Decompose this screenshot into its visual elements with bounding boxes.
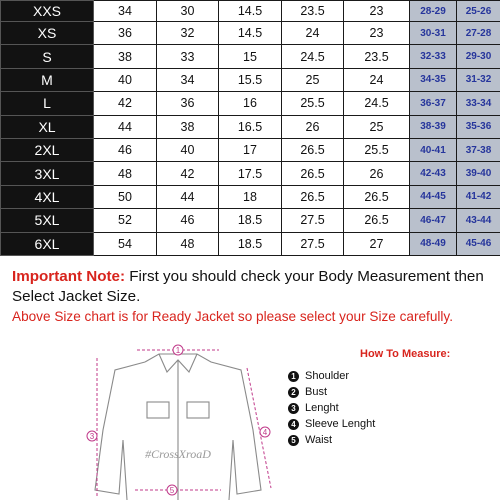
range-cell: 27-28 <box>457 22 500 45</box>
measurement-cell: 52 <box>94 209 157 232</box>
number-badge-icon: 1 <box>288 371 299 382</box>
measurement-cell: 14.5 <box>219 1 282 22</box>
list-item <box>288 384 375 400</box>
measurement-cell: 50 <box>94 185 157 208</box>
range-cell: 31-32 <box>457 68 500 91</box>
table-row <box>1 185 500 208</box>
marker-5: 5 <box>169 486 175 495</box>
measure-label: Waist <box>305 434 333 446</box>
table-row <box>1 232 500 255</box>
measurement-cell: 16 <box>219 92 282 115</box>
important-note-label: Important Note: <box>12 268 126 285</box>
jacket-outline-left <box>95 362 145 500</box>
jacket-outline-right <box>145 354 261 500</box>
size-label-cell: 2XL <box>1 138 94 161</box>
measure-label: Bust <box>305 386 328 398</box>
size-label-cell: XS <box>1 22 94 45</box>
measurement-cell: 14.5 <box>219 22 282 45</box>
measurement-cell: 24.5 <box>282 45 344 68</box>
range-cell: 45-46 <box>457 232 500 255</box>
range-cell: 39-40 <box>457 162 500 185</box>
size-label-cell: 4XL <box>1 185 94 208</box>
table-row <box>1 68 500 91</box>
measurement-cell: 26 <box>282 115 344 138</box>
number-badge-icon: 2 <box>288 387 299 398</box>
right-chest-pocket <box>187 402 209 418</box>
range-cell: 37-38 <box>457 138 500 161</box>
size-label-cell: M <box>1 68 94 91</box>
table-row <box>1 115 500 138</box>
range-cell: 28-29 <box>410 1 457 22</box>
measurement-cell: 23 <box>344 1 410 22</box>
size-label-cell: 5XL <box>1 209 94 232</box>
measurement-cell: 36 <box>94 22 157 45</box>
measurement-cell: 54 <box>94 232 157 255</box>
measurement-cell: 15 <box>219 45 282 68</box>
range-cell: 35-36 <box>457 115 500 138</box>
measurement-cell: 18 <box>219 185 282 208</box>
measure-label: Sleeve Lenght <box>305 418 376 430</box>
size-label-cell: XL <box>1 115 94 138</box>
measurement-cell: 25.5 <box>282 92 344 115</box>
measurement-cell: 40 <box>157 138 219 161</box>
range-cell: 30-31 <box>410 22 457 45</box>
measurement-cell: 46 <box>157 209 219 232</box>
marker-4: 4 <box>262 428 268 437</box>
range-cell: 32-33 <box>410 45 457 68</box>
measurement-cell: 24 <box>344 68 410 91</box>
list-item <box>288 400 375 416</box>
number-badge-icon: 5 <box>288 435 299 446</box>
range-cell: 34-35 <box>410 68 457 91</box>
measurement-cell: 42 <box>94 92 157 115</box>
size-label-cell: L <box>1 92 94 115</box>
range-cell: 48-49 <box>410 232 457 255</box>
left-chest-pocket <box>147 402 169 418</box>
watermark: #CrossXroaD <box>145 447 211 461</box>
measurement-cell: 26.5 <box>282 162 344 185</box>
range-cell: 29-30 <box>457 45 500 68</box>
measurement-cell: 24.5 <box>344 92 410 115</box>
measure-label: Shoulder <box>305 370 350 382</box>
measurement-cell: 40 <box>94 68 157 91</box>
table-row <box>1 92 500 115</box>
measurement-cell: 23 <box>344 22 410 45</box>
measurement-cell: 42 <box>157 162 219 185</box>
measurement-cell: 17 <box>219 138 282 161</box>
measurement-cell: 25 <box>282 68 344 91</box>
table-row <box>1 162 500 185</box>
measurement-cell: 25 <box>344 115 410 138</box>
measurement-cell: 16.5 <box>219 115 282 138</box>
measurement-cell: 27.5 <box>282 209 344 232</box>
range-cell: 25-26 <box>457 1 500 22</box>
size-label-cell: XXS <box>1 1 94 22</box>
marker-3: 3 <box>89 432 95 441</box>
measurement-cell: 27.5 <box>282 232 344 255</box>
measurement-cell: 33 <box>157 45 219 68</box>
measurement-cell: 17.5 <box>219 162 282 185</box>
measurement-cell: 44 <box>94 115 157 138</box>
measure-label: Lenght <box>305 402 339 414</box>
measurement-cell: 18.5 <box>219 209 282 232</box>
table-row <box>1 138 500 161</box>
measurement-cell: 26 <box>344 162 410 185</box>
measurement-cell: 26.5 <box>344 209 410 232</box>
size-label-cell: 3XL <box>1 162 94 185</box>
measurement-cell: 27 <box>344 232 410 255</box>
measurement-cell: 25.5 <box>344 138 410 161</box>
range-cell: 41-42 <box>457 185 500 208</box>
table-row <box>1 1 500 22</box>
measurement-cell: 26.5 <box>282 138 344 161</box>
range-cell: 46-47 <box>410 209 457 232</box>
measurement-cell: 32 <box>157 22 219 45</box>
list-item <box>288 368 375 384</box>
size-label-cell: S <box>1 45 94 68</box>
measurement-cell: 38 <box>157 115 219 138</box>
measurement-cell: 36 <box>157 92 219 115</box>
list-item <box>288 432 375 448</box>
measurement-cell: 23.5 <box>344 45 410 68</box>
range-cell: 33-34 <box>457 92 500 115</box>
measurement-cell: 44 <box>157 185 219 208</box>
measurement-cell: 18.5 <box>219 232 282 255</box>
range-cell: 44-45 <box>410 185 457 208</box>
range-cell: 40-41 <box>410 138 457 161</box>
range-cell: 43-44 <box>457 209 500 232</box>
size-warning: Above Size chart is for Ready Jacket so please select your Size carefully. <box>12 309 453 324</box>
measurement-cell: 34 <box>157 68 219 91</box>
marker-1: 1 <box>175 346 181 355</box>
measurement-cell: 48 <box>157 232 219 255</box>
measurement-cell: 34 <box>94 1 157 22</box>
measurement-cell: 26.5 <box>282 185 344 208</box>
important-note-text: First you should check your Body Measurement then Select Jacket Size. <box>12 268 484 305</box>
range-cell: 38-39 <box>410 115 457 138</box>
jacket-diagram <box>75 340 285 500</box>
measurement-cell: 46 <box>94 138 157 161</box>
range-cell: 36-37 <box>410 92 457 115</box>
measurement-cell: 48 <box>94 162 157 185</box>
measurement-cell: 26.5 <box>344 185 410 208</box>
table-row <box>1 22 500 45</box>
how-to-measure-title: How To Measure: <box>360 348 451 360</box>
how-to-measure-list <box>288 368 375 448</box>
number-badge-icon: 4 <box>288 419 299 430</box>
table-row <box>1 209 500 232</box>
measurement-cell: 23.5 <box>282 1 344 22</box>
important-note <box>12 267 496 307</box>
list-item <box>288 416 375 432</box>
number-badge-icon: 3 <box>288 403 299 414</box>
table-row <box>1 45 500 68</box>
measurement-cell: 15.5 <box>219 68 282 91</box>
size-label-cell: 6XL <box>1 232 94 255</box>
measurement-cell: 24 <box>282 22 344 45</box>
range-cell: 42-43 <box>410 162 457 185</box>
measurement-cell: 30 <box>157 1 219 22</box>
measurement-cell: 38 <box>94 45 157 68</box>
